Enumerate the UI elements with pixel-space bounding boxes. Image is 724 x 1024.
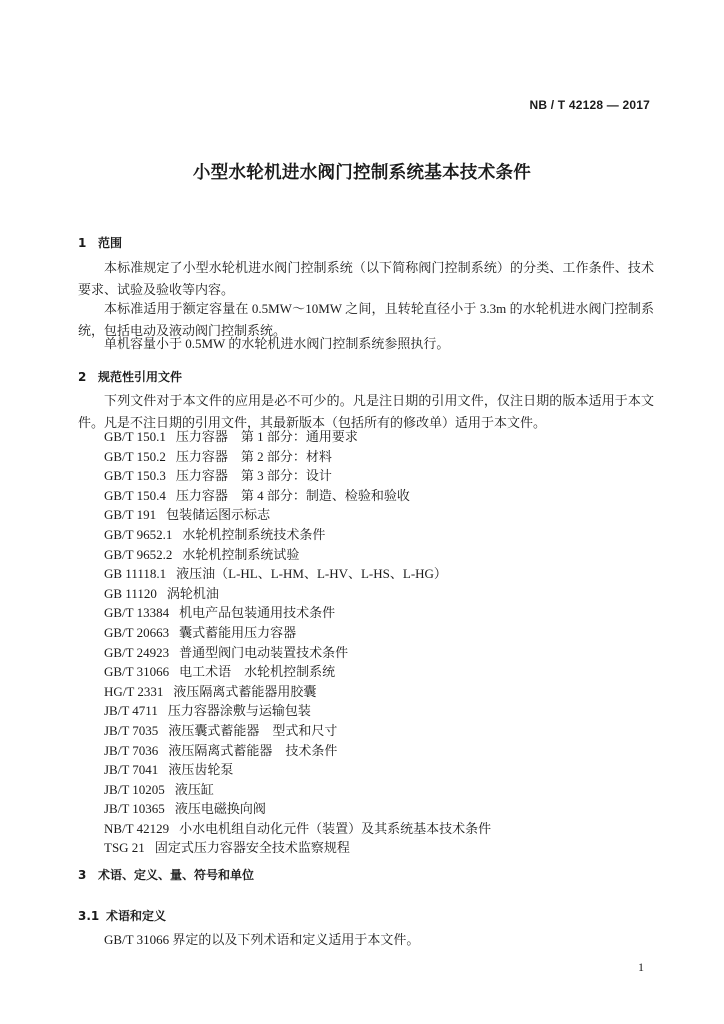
- reference-code: GB/T 191: [104, 507, 157, 523]
- section-heading-3-1: [78, 907, 166, 924]
- paragraph: 单机容量小于 0.5MW 的水轮机进水阀门控制系统参照执行。: [104, 336, 450, 351]
- document-title: 小型水轮机进水阀门控制系统基本技术条件: [192, 163, 532, 183]
- page-number: 1: [638, 960, 644, 974]
- reference-code: TSG 21: [104, 840, 145, 856]
- section-number: 3.1: [78, 909, 100, 923]
- reference-item: [104, 760, 491, 780]
- reference-title: 液压缸: [174, 781, 214, 797]
- reference-code: GB/T 9652.1: [104, 526, 173, 542]
- section-heading-3: [78, 866, 254, 883]
- reference-item: [104, 780, 491, 800]
- reference-code: GB/T 150.2: [104, 448, 166, 464]
- paragraph: GB/T 31066 界定的以及下列术语和定义适用于本文件。: [104, 932, 420, 947]
- reference-code: JB/T 4711: [104, 703, 158, 719]
- standard-code: NB / T 42128 — 2017: [529, 98, 650, 112]
- paragraph: 本标准适用于额定容量在 0.5MW～10MW 之间，且转轮直径小于 3.3m 的水轮机进水阀门控制系统，包括电动及液动阀门控制系统。: [78, 301, 654, 338]
- reference-title: 压力容器 第 4 部分：制造、检验和验收: [175, 487, 410, 503]
- reference-code: JB/T 7041: [104, 762, 159, 778]
- reference-title: 电工术语 水轮机控制系统: [179, 664, 336, 680]
- reference-item: [104, 623, 491, 643]
- reference-title: 液压油（L-HL、L-HM、L-HV、L-HS、L-HG）: [176, 566, 447, 582]
- reference-code: HG/T 2331: [104, 683, 164, 699]
- reference-code: GB/T 20663: [104, 624, 170, 640]
- reference-item: [104, 525, 491, 545]
- reference-code: GB/T 31066: [104, 664, 170, 680]
- reference-item: [104, 819, 491, 839]
- reference-item: [104, 799, 491, 819]
- reference-title: 压力容器 第 3 部分：设计: [175, 468, 332, 484]
- reference-title: 固定式压力容器安全技术监察规程: [154, 840, 350, 856]
- reference-item: [104, 741, 491, 761]
- reference-item: [104, 505, 491, 525]
- reference-code: GB/T 13384: [104, 605, 170, 621]
- reference-item: [104, 486, 491, 506]
- reference-title: 囊式蓄能用压力容器: [179, 624, 297, 640]
- reference-item: [104, 545, 491, 565]
- reference-code: GB/T 24923: [104, 644, 170, 660]
- reference-code: JB/T 10365: [104, 801, 165, 817]
- reference-title: 机电产品包装通用技术条件: [179, 605, 336, 621]
- paragraph: 本标准规定了小型水轮机进水阀门控制系统（以下简称阀门控制系统）的分类、工作条件、技术要求、试验及验收等内容。: [78, 260, 654, 297]
- reference-item: [104, 466, 491, 486]
- reference-code: GB 11118.1: [104, 566, 167, 582]
- reference-title: 小水电机组自动化元件（装置）及其系统基本技术条件: [179, 820, 492, 836]
- reference-item: [104, 584, 491, 604]
- reference-code: JB/T 10205: [104, 781, 165, 797]
- section-title: 术语和定义: [106, 909, 167, 923]
- reference-title: 液压电磁换向阀: [174, 801, 266, 817]
- section-title: 范围: [98, 236, 123, 250]
- reference-item: [104, 682, 491, 702]
- reference-item: [104, 643, 491, 663]
- reference-title: 液压齿轮泵: [168, 762, 234, 778]
- reference-title: 涡轮机油: [166, 585, 219, 601]
- reference-code: JB/T 7035: [104, 722, 159, 738]
- section-title: 规范性引用文件: [98, 370, 183, 384]
- reference-title: 水轮机控制系统试验: [182, 546, 300, 562]
- reference-list: [104, 427, 491, 858]
- reference-title: 水轮机控制系统技术条件: [182, 526, 326, 542]
- reference-title: 包装储运图示标志: [166, 507, 271, 523]
- reference-title: 液压囊式蓄能器 型式和尺寸: [168, 722, 338, 738]
- reference-title: 液压隔离式蓄能器用胶囊: [173, 683, 317, 699]
- paragraph: 下列文件对于本文件的应用是必不可少的。凡是注日期的引用文件，仅注日期的版本适用于本文件。凡是不注日期的引用文件，其最新版本（包括所有的修改单）适用于本文件。: [78, 393, 654, 430]
- reference-title: 压力容器 第 2 部分：材料: [175, 448, 332, 464]
- reference-code: GB/T 150.4: [104, 487, 166, 503]
- reference-item: [104, 564, 491, 584]
- section-number: 1: [78, 236, 87, 250]
- reference-code: JB/T 7036: [104, 742, 159, 758]
- reference-item: [104, 447, 491, 467]
- reference-item: [104, 701, 491, 721]
- reference-title: 普通型阀门电动装置技术条件: [179, 644, 349, 660]
- reference-item: [104, 427, 491, 447]
- reference-title: 压力容器涂敷与运输包装: [167, 703, 311, 719]
- reference-item: [104, 721, 491, 741]
- reference-code: GB 11120: [104, 585, 157, 601]
- reference-code: GB/T 150.1: [104, 429, 166, 444]
- reference-item: [104, 603, 491, 623]
- section-number: 2: [78, 370, 87, 384]
- reference-title: 压力容器 第 1 部分：通用要求: [175, 429, 358, 444]
- reference-code: GB/T 9652.2: [104, 546, 173, 562]
- reference-item: [104, 662, 491, 682]
- reference-item: [104, 838, 491, 858]
- reference-code: GB/T 150.3: [104, 468, 166, 484]
- reference-code: NB/T 42129: [104, 820, 170, 836]
- reference-title: 液压隔离式蓄能器 技术条件: [168, 742, 338, 758]
- section-number: 3: [78, 868, 87, 882]
- section-title: 术语、定义、量、符号和单位: [98, 868, 255, 882]
- section-heading-1: [78, 234, 122, 251]
- section-heading-2: [78, 368, 182, 385]
